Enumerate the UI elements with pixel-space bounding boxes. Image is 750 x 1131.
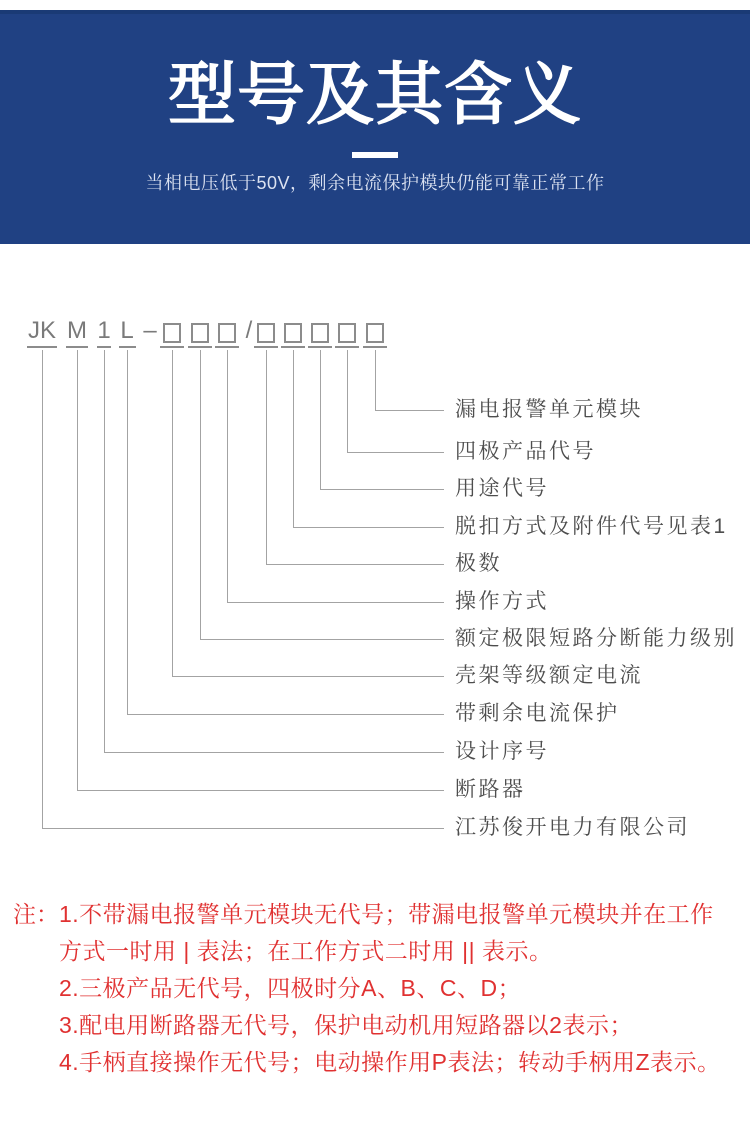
code-underline: [119, 346, 136, 348]
code-box: [284, 323, 302, 343]
code-char: L: [120, 317, 134, 344]
note-item: 1.不带漏电报警单元模块无代号；带漏电报警单元模块并在工作方式一时用 | 表法；在工作方式二时用 || 表示。: [59, 901, 714, 964]
code-box: [257, 323, 275, 343]
code-underline: [335, 346, 359, 348]
header-subtitle: 当相电压低于50V，剩余电流保护模块仍能可靠正常工作: [145, 173, 605, 193]
diagram-label: 壳架等级额定电流: [455, 664, 643, 687]
code-underline: [160, 346, 184, 348]
notes-label: 注：: [13, 901, 59, 927]
code-box: [218, 323, 236, 343]
code-box: [191, 323, 209, 343]
code-box: [311, 323, 329, 343]
code-underline: [215, 346, 239, 348]
diagram-label: 四极产品代号: [455, 440, 596, 463]
code-underline: [281, 346, 305, 348]
code-underline: [97, 346, 111, 348]
header-top-shade: [0, 10, 750, 14]
note-item: 4.手柄直接操作无代号；电动操作用P表法；转动手柄用Z表示。: [59, 1049, 721, 1075]
code-underline: [27, 346, 57, 348]
code-box: [338, 323, 356, 343]
code-char: JK: [27, 317, 57, 344]
code-underline: [254, 346, 278, 348]
code-box: [163, 323, 181, 343]
connector-line: [42, 350, 444, 829]
code-separator: /: [245, 317, 253, 344]
notes-list: [59, 896, 731, 1081]
note-item: 2.三极产品无代号，四极时分A、B、C、D；: [59, 975, 522, 1001]
code-separator: –: [143, 317, 157, 344]
note-item: 3.配电用断路器无代号，保护电动机用短路器以2表示；: [59, 1012, 633, 1038]
notes-section: [13, 896, 743, 1081]
code-box: [366, 323, 384, 343]
code-underline: [363, 346, 387, 348]
code-underline: [188, 346, 212, 348]
diagram-label: 断路器: [455, 778, 526, 801]
diagram-label: 极数: [455, 552, 502, 575]
diagram-label: 额定极限短路分断能力级别: [455, 627, 737, 650]
page-title: 型号及其含义: [167, 57, 582, 133]
code-underline: [308, 346, 332, 348]
diagram-label: 脱扣方式及附件代号见表1: [455, 515, 728, 538]
header-banner: [0, 10, 750, 244]
diagram-label: 带剩余电流保护: [455, 702, 620, 725]
diagram-label: 设计序号: [455, 740, 549, 763]
diagram-label: 漏电报警单元模块: [455, 398, 643, 421]
diagram-label: 用途代号: [455, 477, 549, 500]
title-underline: [352, 152, 398, 158]
code-char: M: [67, 317, 87, 344]
diagram-label: 江苏俊开电力有限公司: [455, 816, 690, 839]
code-char: 1: [97, 317, 111, 344]
diagram-label: 操作方式: [455, 590, 549, 613]
code-underline: [66, 346, 88, 348]
